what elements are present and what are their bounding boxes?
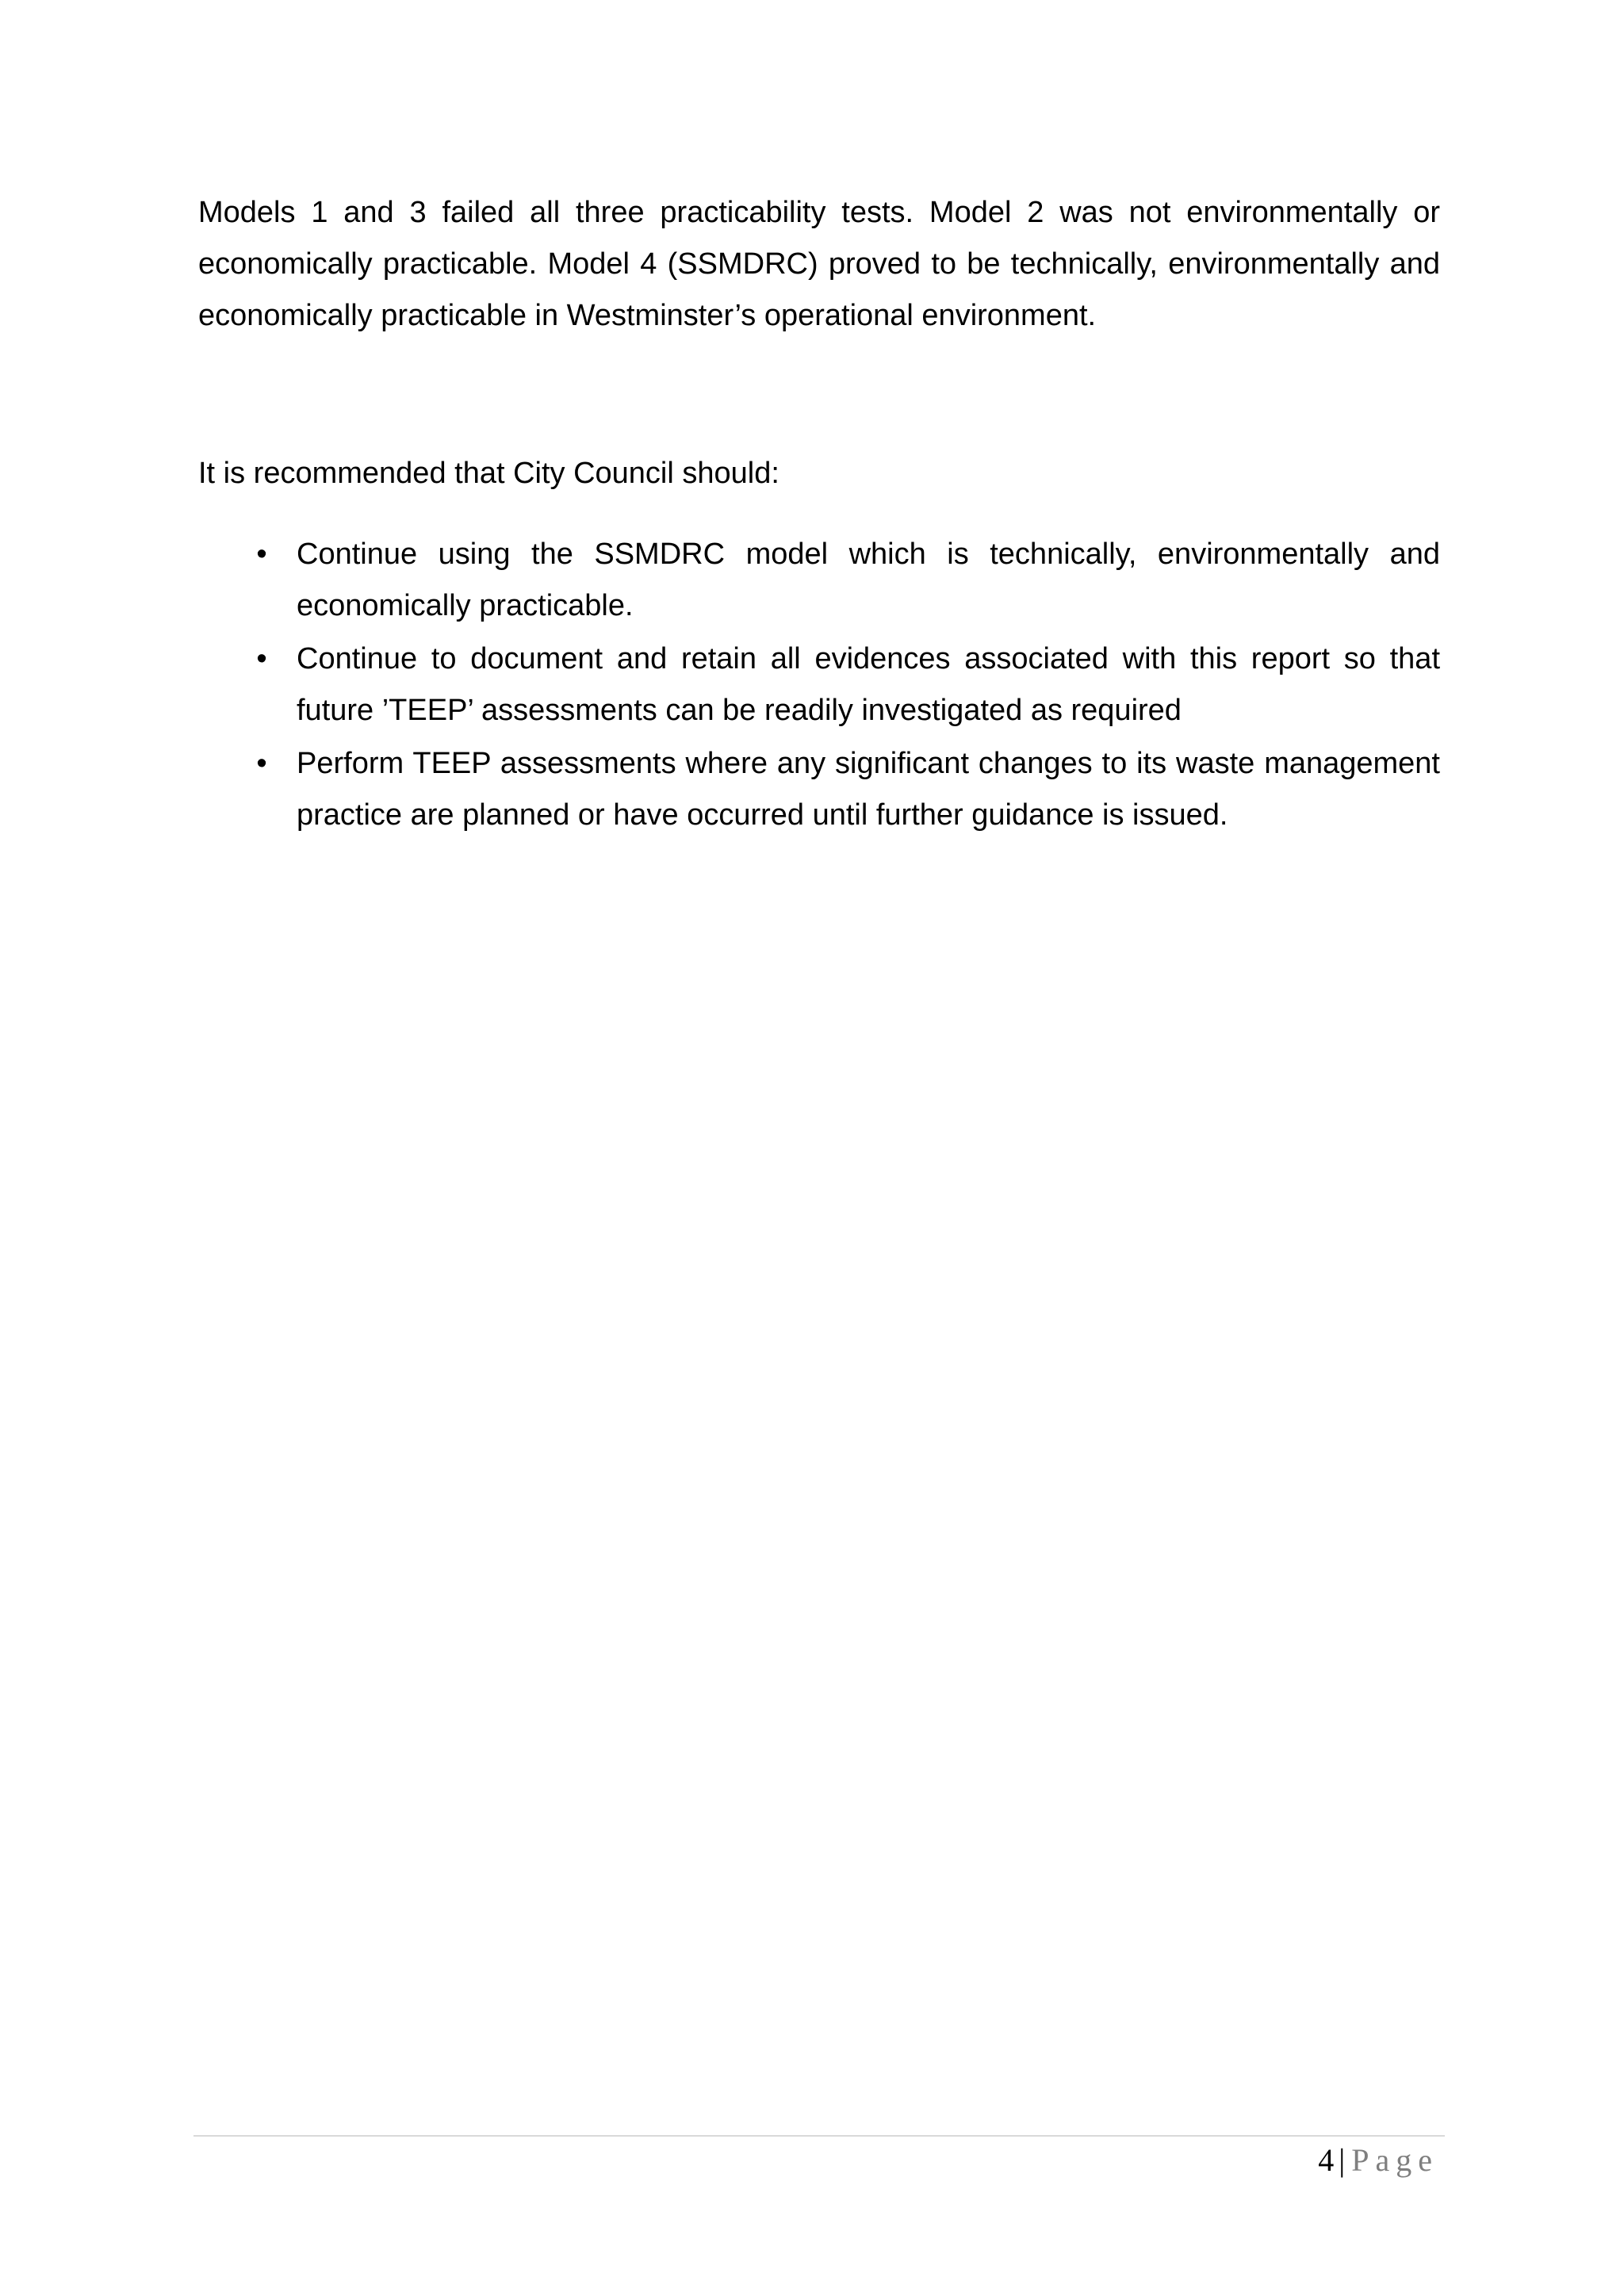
list-item bbox=[198, 529, 1440, 632]
list-item bbox=[198, 633, 1440, 737]
page-content bbox=[198, 187, 1440, 843]
page-label: Page bbox=[1351, 2142, 1438, 2178]
list-item-text: Continue to document and retain all evidences associated with this report so that future ’TEEP’ assessments can be readily investigated as required bbox=[297, 642, 1440, 727]
recommendation-intro: It is recommended that City Council should: bbox=[198, 457, 779, 490]
bullet-icon: • bbox=[256, 538, 267, 571]
bullet-icon: • bbox=[256, 747, 267, 780]
page-footer bbox=[1318, 2138, 1438, 2183]
list-item-text: Perform TEEP assessments where any significant changes to its waste management practice are planned or have occurred until further guidance is issued. bbox=[297, 747, 1440, 832]
page-number: 4 bbox=[1318, 2142, 1335, 2178]
footer-separator: | bbox=[1339, 2142, 1346, 2178]
bullet-icon: • bbox=[256, 642, 267, 675]
recommendation-list bbox=[198, 529, 1440, 841]
footer-divider bbox=[193, 2135, 1445, 2137]
summary-paragraph: Models 1 and 3 failed all three practicability tests. Model 2 was not environmentally or economically practicable. Model 4 (SSMDRC) proved to be technically, environmentally and economically practicable in Westminster’s operational environment. bbox=[198, 196, 1440, 332]
list-item-text: Continue using the SSMDRC model which is technically, environmentally and economically practicable. bbox=[297, 538, 1440, 622]
list-item bbox=[198, 738, 1440, 841]
